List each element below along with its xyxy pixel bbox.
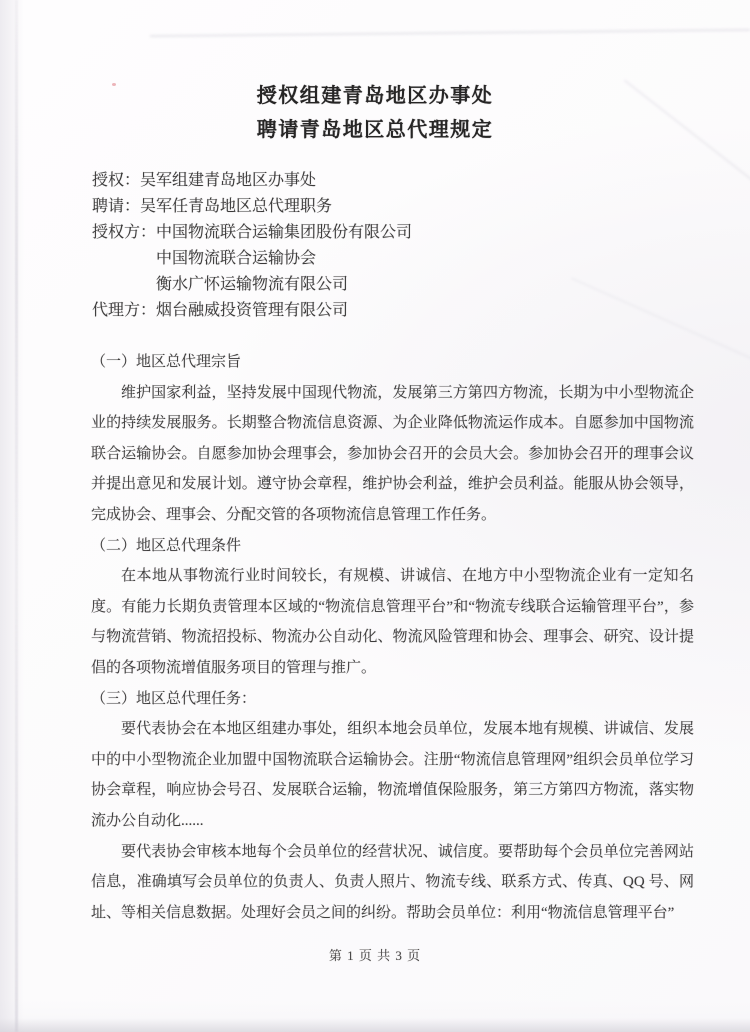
section-2-heading: （二）地区总代理条件	[91, 537, 242, 554]
authorizer-line: 授权方：中国物流联合运输集团股份有限公司	[92, 224, 413, 241]
section-1-paragraph-1: 维护国家利益，坚持发展中国现代物流，发展第三方第四方物流，长期为中小型物流企业的持续发展服务。长期整合物流信息资源、为企业降低物流运作成本。自愿参加中国物流联合运输协会。自愿参加协会理事会，参加协会召开的会员大会。参加协会召开的理事会议并提出意见和发展计划。遵守协会章程，维护协会利益，维护会员利益。能服从协会领导，完成协会、理事会、分配交管的各项物流信息管理工作任务。	[91, 384, 694, 523]
authorizer-company-2: 中国物流联合运输协会	[156, 250, 317, 267]
page-number-footer: 第 1 页 共 3 页	[328, 948, 422, 963]
header-block	[92, 168, 750, 324]
document-title	[0, 0, 750, 147]
agent-line: 代理方：烟台融威投资管理有限公司	[92, 302, 349, 319]
section-3-paragraph-2: 要代表协会审核本地每个会员单位的经营状况、诚信度。要帮助每个会员单位完善网站信息，准确填写会员单位的负责人、负责人照片、物流专线、联系方式、传真、QQ 号、网址、等相关信息数据。处理好会员之间的纠纷。帮助会员单位：利用“物流信息管理平台”	[91, 843, 694, 921]
appointment-line: 聘请：吴军任青岛地区总代理职务	[92, 198, 333, 215]
title-line-2: 聘请青岛地区总代理规定	[256, 119, 494, 141]
section-2-paragraph-1: 在本地从事物流行业时间较长，有规模、讲诚信、在地方中小型物流企业有一定知名度。有能力长期负责管理本区域的“物流信息管理平台”和“物流专线联合运输管理平台”，参与物流营销、物流招投标、物流办公自动化、物流风险管理和协会、理事会、研究、设计提倡的各项物流增值服务项目的管理与推广。	[91, 568, 694, 676]
authorization-line: 授权：吴军组建青岛地区办事处	[92, 172, 317, 189]
paper-speck	[112, 83, 116, 86]
authorizer-company-3: 衡水广怀运输物流有限公司	[156, 276, 349, 293]
scan-edge-shadow	[15, 0, 18, 1032]
section-3-heading: （三）地区总代理任务：	[91, 690, 257, 707]
section-3-paragraph-1: 要代表协会在本地区组建办事处，组织本地会员单位，发展本地有规模、讲诚信、发展中的中小型物流企业加盟中国物流联合运输协会。注册“物流信息管理网”组织会员单位学习协会章程，响应协会号召、发展联合运输，物流增值保险服务，第三方第四方物流，落实物流办公自动化......	[91, 721, 694, 829]
document-body	[91, 347, 694, 928]
section-1-heading: （一）地区总代理宗旨	[91, 354, 242, 370]
title-line-1: 授权组建青岛地区办事处	[256, 85, 494, 107]
